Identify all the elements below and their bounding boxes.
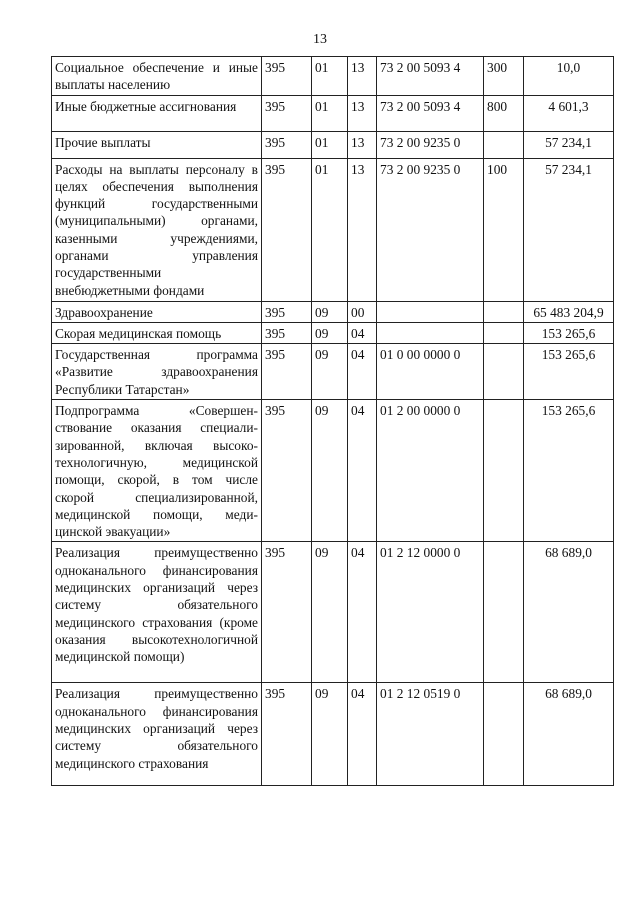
csr-cell: 73 2 00 5093 4 [377,95,484,131]
ved-cell: 395 [262,683,312,786]
csr-cell: 73 2 00 9235 0 [377,158,484,301]
table-row [52,301,614,322]
expense-name-cell: Иные бюджетные ассигнования [52,95,262,131]
expense-name-cell: Реализация преимущественно одноканального финансирования медицинских организаций через систему обязательного медицинского страхования (кроме оказания высокотехнологичной медицинской помощи) [52,542,262,683]
expense-name-cell: Скорая медицинская помощь [52,322,262,343]
expense-name-cell: Реализация преимущественно одноканального финансирования медицинских организаций через систему обязательного медицинского страхования [52,683,262,786]
table-row [52,542,614,683]
ved-cell: 395 [262,131,312,158]
rz-cell: 09 [312,301,348,322]
pr-cell: 04 [348,542,377,683]
table-row [52,344,614,400]
pr-cell: 04 [348,683,377,786]
ved-cell: 395 [262,322,312,343]
amount-cell: 10,0 [524,57,614,96]
rz-cell: 09 [312,400,348,542]
rz-cell: 01 [312,95,348,131]
ved-cell: 395 [262,158,312,301]
vr-cell: 300 [484,57,524,96]
ved-cell: 395 [262,301,312,322]
csr-cell: 73 2 00 5093 4 [377,57,484,96]
table-row [52,57,614,96]
pr-cell: 00 [348,301,377,322]
csr-cell: 01 2 12 0519 0 [377,683,484,786]
csr-cell: 01 2 12 0000 0 [377,542,484,683]
table-row [52,131,614,158]
ved-cell: 395 [262,542,312,683]
pr-cell: 04 [348,344,377,400]
rz-cell: 09 [312,683,348,786]
expense-name-cell: Прочие выплаты [52,131,262,158]
amount-cell: 68 689,0 [524,683,614,786]
page-number: 13 [313,32,327,47]
pr-cell: 13 [348,158,377,301]
amount-cell: 57 234,1 [524,158,614,301]
rz-cell: 09 [312,344,348,400]
vr-cell [484,542,524,683]
csr-cell [377,301,484,322]
rz-cell: 09 [312,542,348,683]
expense-name-cell: Расходы на выплаты персоналу в целях обеспечения выполнения функций государственными (муниципальными) органами, казенными учреждениями, органами управления государственными внебюджетными фондами [52,158,262,301]
expense-name-cell: Подпрограмма «Совершенствование оказания специализированной, включая высокотехнологичную, медицинской помощи, скорой, в том числе скорой специализированной, медицинской помощи, медицинской эвакуации» [52,400,262,542]
expense-name-cell: Социальное обеспечение и иные выплаты населению [52,57,262,96]
vr-cell: 100 [484,158,524,301]
vr-cell [484,400,524,542]
vr-cell [484,344,524,400]
table-row [52,683,614,786]
vr-cell [484,131,524,158]
budget-table [51,56,614,786]
vr-cell [484,322,524,343]
vr-cell: 800 [484,95,524,131]
csr-cell: 01 0 00 0000 0 [377,344,484,400]
amount-cell: 68 689,0 [524,542,614,683]
expense-name-cell: Здравоохранение [52,301,262,322]
ved-cell: 395 [262,95,312,131]
table-row [52,158,614,301]
rz-cell: 01 [312,131,348,158]
pr-cell: 13 [348,131,377,158]
pr-cell: 13 [348,57,377,96]
table-row [52,95,614,131]
ved-cell: 395 [262,344,312,400]
csr-cell: 01 2 00 0000 0 [377,400,484,542]
ved-cell: 395 [262,57,312,96]
pr-cell: 04 [348,322,377,343]
table-row [52,400,614,542]
vr-cell [484,683,524,786]
table-row [52,322,614,343]
rz-cell: 01 [312,158,348,301]
vr-cell [484,301,524,322]
amount-cell: 153 265,6 [524,322,614,343]
pr-cell: 04 [348,400,377,542]
rz-cell: 01 [312,57,348,96]
pr-cell: 13 [348,95,377,131]
csr-cell [377,322,484,343]
amount-cell: 65 483 204,9 [524,301,614,322]
amount-cell: 4 601,3 [524,95,614,131]
ved-cell: 395 [262,400,312,542]
amount-cell: 153 265,6 [524,400,614,542]
amount-cell: 153 265,6 [524,344,614,400]
amount-cell: 57 234,1 [524,131,614,158]
csr-cell: 73 2 00 9235 0 [377,131,484,158]
expense-name-cell: Государственная программа «Развитие здравоохранения Республики Татарстан» [52,344,262,400]
rz-cell: 09 [312,322,348,343]
